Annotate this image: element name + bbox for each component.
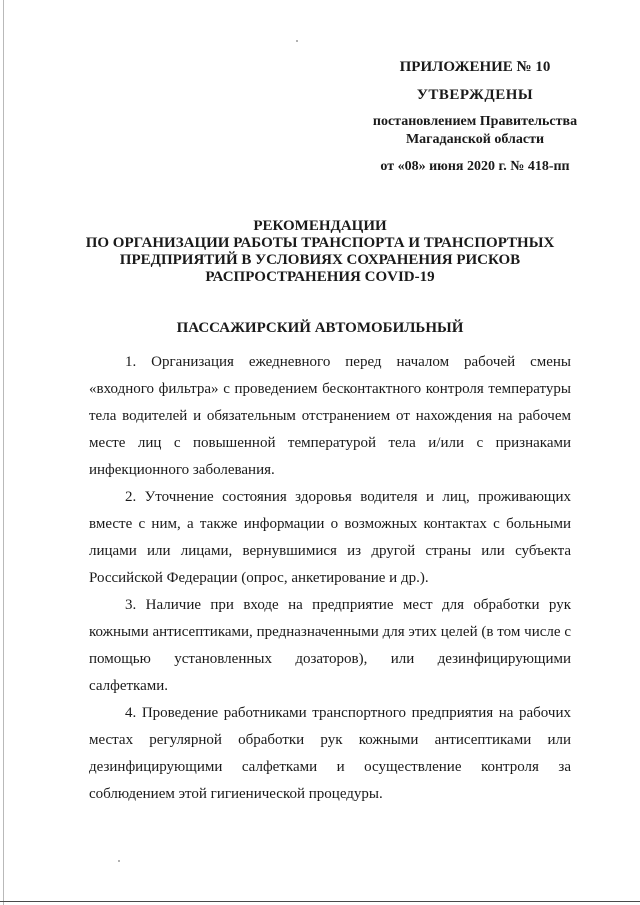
document-body	[89, 349, 571, 808]
paragraph-3: 3. Наличие при входе на предприятие мест для обработки рук кожными антисептиками, предназначенными для этих целей (в том числе с помощью установленных дозаторов), или дезинфицирующими салфетками.	[89, 597, 571, 694]
approved-label: УТВЕРЖДЕНЫ	[416, 87, 534, 103]
appendix-number: ПРИЛОЖЕНИЕ № 10	[399, 59, 551, 75]
scan-bottom-edge	[0, 901, 640, 902]
scan-speck	[118, 860, 120, 862]
decree-line-1: постановлением Правительства	[372, 114, 578, 129]
decree-line-2: Магаданской области	[405, 132, 545, 147]
paragraph-2: 2. Уточнение состояния здоровья водителя и лиц, проживающих вместе с ним, а также информации о возможных контактах с больными лицами или лицами, вернувшимися из другой страны или субъекта Российской Федерации (опрос, анкетирование и др.).	[89, 489, 571, 586]
title-line-1: РЕКОМЕНДАЦИИ	[253, 218, 387, 234]
title-line-3: ПРЕДПРИЯТИЙ В УСЛОВИЯХ СОХРАНЕНИЯ РИСКОВ	[119, 252, 521, 268]
document-title	[60, 218, 580, 286]
paragraph-4: 4. Проведение работниками транспортного предприятия на рабочих местах регулярной обработки рук кожными антисептиками или дезинфицирующими салфетками и осуществление контроля за соблюдением этой гигиенической процедуры.	[89, 705, 571, 802]
section-heading: ПАССАЖИРСКИЙ АВТОМОБИЛЬНЫЙ	[176, 320, 464, 336]
title-line-2: ПО ОРГАНИЗАЦИИ РАБОТЫ ТРАНСПОРТА И ТРАНСПОРТНЫХ	[85, 235, 555, 251]
scan-speck	[296, 40, 298, 42]
title-line-4: РАСПРОСТРАНЕНИЯ COVID-19	[205, 269, 435, 285]
paragraph-1: 1. Организация ежедневного перед началом рабочей смены «входного фильтра» с проведением бесконтактного контроля температуры тела водителей и обязательным отстранением от нахождения на рабочем месте лиц с повышенной температурой тела и/или с признаками инфекционного заболевания.	[89, 354, 571, 478]
decree-date: от «08» июня 2020 г. № 418-пп	[380, 159, 570, 174]
scan-left-edge	[3, 0, 4, 905]
decree-block	[350, 113, 600, 149]
